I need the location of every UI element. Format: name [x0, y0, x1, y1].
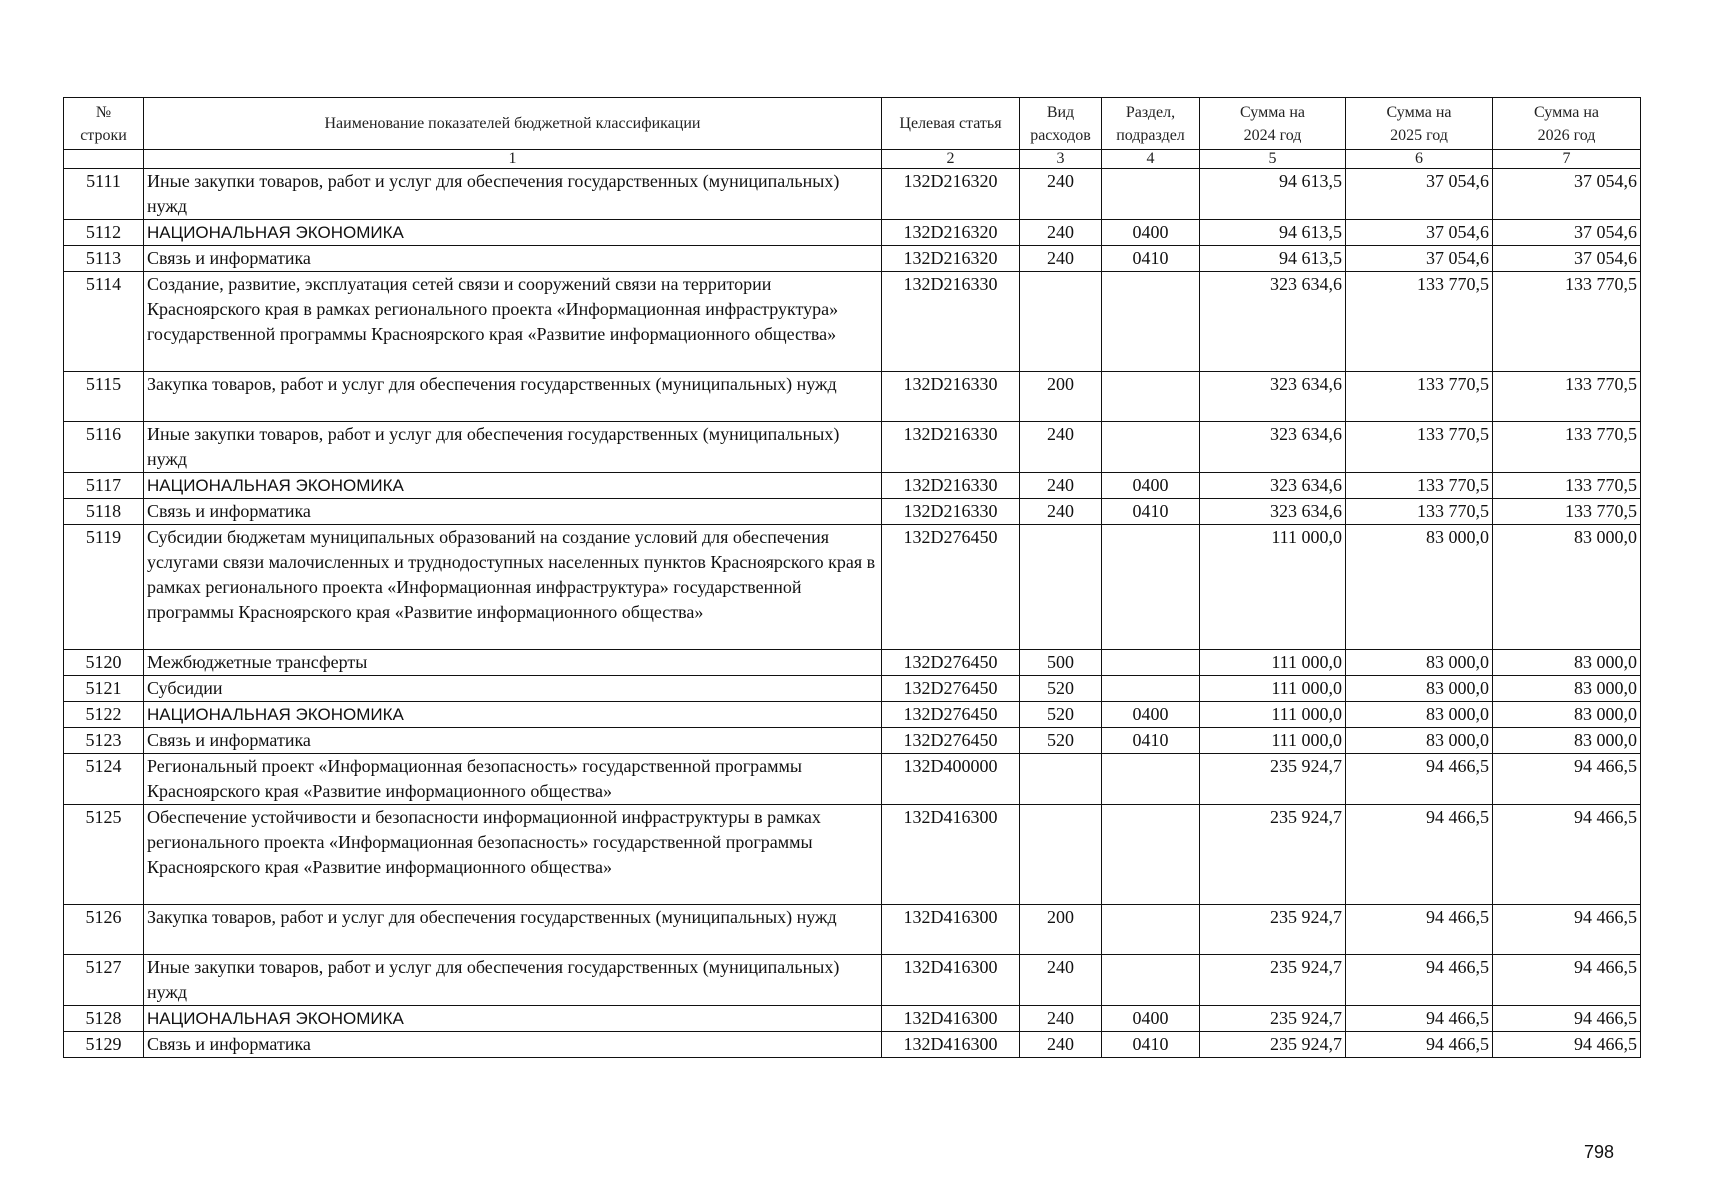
- table-row: [64, 499, 1641, 525]
- sum-2026-cell: 83 000,0: [1493, 702, 1641, 728]
- indicator-name-cell: Связь и информатика: [144, 246, 882, 272]
- sum-2024-cell: 235 924,7: [1200, 754, 1346, 805]
- row-number-cell: 5114: [64, 272, 144, 372]
- header-sum-2025: Сумма на 2025 год: [1346, 98, 1493, 150]
- sum-2026-cell: 83 000,0: [1493, 525, 1641, 650]
- section-cell: 0410: [1102, 499, 1200, 525]
- section-cell: 0410: [1102, 246, 1200, 272]
- indicator-name-cell: НАЦИОНАЛЬНАЯ ЭКОНОМИКА: [144, 473, 882, 499]
- expense-kind-cell: 520: [1020, 702, 1102, 728]
- sum-2025-cell: 133 770,5: [1346, 272, 1493, 372]
- expense-kind-cell: [1020, 805, 1102, 905]
- sum-2025-cell: 94 466,5: [1346, 1006, 1493, 1032]
- section-cell: 0410: [1102, 1032, 1200, 1058]
- expense-kind-cell: 240: [1020, 220, 1102, 246]
- row-number-cell: 5128: [64, 1006, 144, 1032]
- row-number-cell: 5124: [64, 754, 144, 805]
- table-row: [64, 754, 1641, 805]
- sum-2026-cell: 37 054,6: [1493, 220, 1641, 246]
- section-cell: [1102, 372, 1200, 422]
- header-section: Раздел, подраздел: [1102, 98, 1200, 150]
- sum-2024-cell: 323 634,6: [1200, 473, 1346, 499]
- target-article-cell: 132D216330: [882, 499, 1020, 525]
- expense-kind-cell: 240: [1020, 955, 1102, 1006]
- expense-kind-cell: [1020, 525, 1102, 650]
- sum-2026-cell: 94 466,5: [1493, 905, 1641, 955]
- section-cell: [1102, 754, 1200, 805]
- sum-2025-cell: 83 000,0: [1346, 650, 1493, 676]
- sum-2025-cell: 83 000,0: [1346, 676, 1493, 702]
- indicator-name-cell: Субсидии бюджетам муниципальных образований на создание условий для обеспечения услугами связи малочисленных и труднодоступных населенных пунктов Красноярского края в рамках регионального проекта «Информационная инфраструктура» государственной программы Красноярского края «Развитие информационного общества»: [144, 525, 882, 650]
- sum-2026-cell: 83 000,0: [1493, 676, 1641, 702]
- sum-2026-cell: 94 466,5: [1493, 1032, 1641, 1058]
- indicator-name-cell: Субсидии: [144, 676, 882, 702]
- row-number-cell: 5123: [64, 728, 144, 754]
- indicator-name-cell: Связь и информатика: [144, 499, 882, 525]
- indicator-name-cell: Иные закупки товаров, работ и услуг для обеспечения государственных (муниципальных) нужд: [144, 955, 882, 1006]
- row-number-cell: 5122: [64, 702, 144, 728]
- section-cell: 0400: [1102, 473, 1200, 499]
- target-article-cell: 132D416300: [882, 955, 1020, 1006]
- column-number: 4: [1102, 150, 1200, 169]
- target-article-cell: 132D216330: [882, 372, 1020, 422]
- sum-2024-cell: 235 924,7: [1200, 905, 1346, 955]
- sum-2024-cell: 111 000,0: [1200, 728, 1346, 754]
- section-cell: 0400: [1102, 220, 1200, 246]
- section-cell: [1102, 955, 1200, 1006]
- indicator-name-cell: Иные закупки товаров, работ и услуг для обеспечения государственных (муниципальных) нужд: [144, 422, 882, 473]
- header-sum-2024: Сумма на 2024 год: [1200, 98, 1346, 150]
- column-number: 2: [882, 150, 1020, 169]
- column-number: 3: [1020, 150, 1102, 169]
- sum-2025-cell: 37 054,6: [1346, 169, 1493, 220]
- sum-2025-cell: 37 054,6: [1346, 220, 1493, 246]
- expense-kind-cell: 200: [1020, 905, 1102, 955]
- expense-kind-cell: [1020, 272, 1102, 372]
- sum-2024-cell: 323 634,6: [1200, 499, 1346, 525]
- sum-2025-cell: 133 770,5: [1346, 473, 1493, 499]
- indicator-name-cell: НАЦИОНАЛЬНАЯ ЭКОНОМИКА: [144, 702, 882, 728]
- indicator-name-cell: НАЦИОНАЛЬНАЯ ЭКОНОМИКА: [144, 1006, 882, 1032]
- sum-2024-cell: 111 000,0: [1200, 676, 1346, 702]
- sum-2024-cell: 94 613,5: [1200, 169, 1346, 220]
- target-article-cell: 132D276450: [882, 676, 1020, 702]
- table-row: [64, 728, 1641, 754]
- table-row: [64, 955, 1641, 1006]
- header-expense-kind: Вид расходов: [1020, 98, 1102, 150]
- expense-kind-cell: 200: [1020, 372, 1102, 422]
- section-cell: [1102, 650, 1200, 676]
- target-article-cell: 132D400000: [882, 754, 1020, 805]
- target-article-cell: 132D416300: [882, 905, 1020, 955]
- row-number-cell: 5126: [64, 905, 144, 955]
- section-cell: [1102, 525, 1200, 650]
- sum-2024-cell: 323 634,6: [1200, 372, 1346, 422]
- sum-2026-cell: 133 770,5: [1493, 422, 1641, 473]
- table-row: [64, 473, 1641, 499]
- sum-2026-cell: 133 770,5: [1493, 272, 1641, 372]
- sum-2026-cell: 133 770,5: [1493, 499, 1641, 525]
- column-number-row: [64, 150, 1641, 169]
- section-cell: 0400: [1102, 1006, 1200, 1032]
- table-row: [64, 220, 1641, 246]
- table-row: [64, 169, 1641, 220]
- sum-2025-cell: 37 054,6: [1346, 246, 1493, 272]
- sum-2026-cell: 94 466,5: [1493, 955, 1641, 1006]
- row-number-cell: 5120: [64, 650, 144, 676]
- column-number: 7: [1493, 150, 1641, 169]
- target-article-cell: 132D216320: [882, 220, 1020, 246]
- target-article-cell: 132D416300: [882, 805, 1020, 905]
- sum-2025-cell: 94 466,5: [1346, 754, 1493, 805]
- expense-kind-cell: 500: [1020, 650, 1102, 676]
- target-article-cell: 132D216330: [882, 272, 1020, 372]
- sum-2025-cell: 83 000,0: [1346, 702, 1493, 728]
- sum-2025-cell: 94 466,5: [1346, 805, 1493, 905]
- sum-2025-cell: 83 000,0: [1346, 728, 1493, 754]
- sum-2026-cell: 37 054,6: [1493, 246, 1641, 272]
- row-number-cell: 5115: [64, 372, 144, 422]
- sum-2025-cell: 83 000,0: [1346, 525, 1493, 650]
- sum-2024-cell: 111 000,0: [1200, 525, 1346, 650]
- indicator-name-cell: НАЦИОНАЛЬНАЯ ЭКОНОМИКА: [144, 220, 882, 246]
- sum-2026-cell: 133 770,5: [1493, 473, 1641, 499]
- expense-kind-cell: 520: [1020, 728, 1102, 754]
- column-number: 6: [1346, 150, 1493, 169]
- row-number-cell: 5113: [64, 246, 144, 272]
- sum-2025-cell: 94 466,5: [1346, 955, 1493, 1006]
- sum-2026-cell: 94 466,5: [1493, 754, 1641, 805]
- header-sum-2026: Сумма на 2026 год: [1493, 98, 1641, 150]
- target-article-cell: 132D276450: [882, 728, 1020, 754]
- expense-kind-cell: 240: [1020, 473, 1102, 499]
- sum-2024-cell: 94 613,5: [1200, 246, 1346, 272]
- sum-2025-cell: 94 466,5: [1346, 905, 1493, 955]
- table-row: [64, 676, 1641, 702]
- table-row: [64, 702, 1641, 728]
- expense-kind-cell: 520: [1020, 676, 1102, 702]
- sum-2024-cell: 323 634,6: [1200, 272, 1346, 372]
- row-number-cell: 5116: [64, 422, 144, 473]
- section-cell: [1102, 422, 1200, 473]
- sum-2024-cell: 235 924,7: [1200, 955, 1346, 1006]
- column-number: 5: [1200, 150, 1346, 169]
- section-cell: [1102, 905, 1200, 955]
- indicator-name-cell: Связь и информатика: [144, 1032, 882, 1058]
- expense-kind-cell: 240: [1020, 422, 1102, 473]
- expense-kind-cell: 240: [1020, 1006, 1102, 1032]
- row-number-cell: 5117: [64, 473, 144, 499]
- target-article-cell: 132D276450: [882, 525, 1020, 650]
- indicator-name-cell: Обеспечение устойчивости и безопасности информационной инфраструктуры в рамках регионального проекта «Информационная безопасность» государственной программы Красноярского края «Развитие информационного общества»: [144, 805, 882, 905]
- table-row: [64, 650, 1641, 676]
- column-number: [64, 150, 144, 169]
- header-target-article: Целевая статья: [882, 98, 1020, 150]
- target-article-cell: 132D416300: [882, 1006, 1020, 1032]
- header-row: [64, 98, 1641, 150]
- sum-2025-cell: 133 770,5: [1346, 372, 1493, 422]
- table-row: [64, 525, 1641, 650]
- target-article-cell: 132D276450: [882, 702, 1020, 728]
- sum-2025-cell: 133 770,5: [1346, 499, 1493, 525]
- sum-2026-cell: 37 054,6: [1493, 169, 1641, 220]
- row-number-cell: 5125: [64, 805, 144, 905]
- expense-kind-cell: [1020, 754, 1102, 805]
- expense-kind-cell: 240: [1020, 499, 1102, 525]
- sum-2024-cell: 323 634,6: [1200, 422, 1346, 473]
- row-number-cell: 5118: [64, 499, 144, 525]
- sum-2024-cell: 235 924,7: [1200, 805, 1346, 905]
- table-row: [64, 272, 1641, 372]
- sum-2024-cell: 111 000,0: [1200, 650, 1346, 676]
- row-number-cell: 5121: [64, 676, 144, 702]
- section-cell: 0400: [1102, 702, 1200, 728]
- target-article-cell: 132D216330: [882, 422, 1020, 473]
- expense-kind-cell: 240: [1020, 246, 1102, 272]
- sum-2024-cell: 111 000,0: [1200, 702, 1346, 728]
- sum-2024-cell: 94 613,5: [1200, 220, 1346, 246]
- target-article-cell: 132D416300: [882, 1032, 1020, 1058]
- section-cell: [1102, 272, 1200, 372]
- table-row: [64, 422, 1641, 473]
- sum-2026-cell: 83 000,0: [1493, 728, 1641, 754]
- target-article-cell: 132D216330: [882, 473, 1020, 499]
- indicator-name-cell: Региональный проект «Информационная безопасность» государственной программы Красноярского края «Развитие информационного общества»: [144, 754, 882, 805]
- table-row: [64, 905, 1641, 955]
- sum-2025-cell: 94 466,5: [1346, 1032, 1493, 1058]
- indicator-name-cell: Закупка товаров, работ и услуг для обеспечения государственных (муниципальных) нужд: [144, 905, 882, 955]
- sum-2026-cell: 94 466,5: [1493, 1006, 1641, 1032]
- table-row: [64, 372, 1641, 422]
- target-article-cell: 132D276450: [882, 650, 1020, 676]
- table-row: [64, 246, 1641, 272]
- section-cell: [1102, 676, 1200, 702]
- table-row: [64, 1006, 1641, 1032]
- sum-2024-cell: 235 924,7: [1200, 1032, 1346, 1058]
- page-number: 798: [1584, 1142, 1615, 1162]
- expense-kind-cell: 240: [1020, 1032, 1102, 1058]
- row-number-cell: 5127: [64, 955, 144, 1006]
- row-number-cell: 5112: [64, 220, 144, 246]
- indicator-name-cell: Иные закупки товаров, работ и услуг для обеспечения государственных (муниципальных) нужд: [144, 169, 882, 220]
- budget-table: [63, 97, 1641, 1058]
- row-number-cell: 5111: [64, 169, 144, 220]
- section-cell: [1102, 805, 1200, 905]
- sum-2026-cell: 133 770,5: [1493, 372, 1641, 422]
- header-row-number: № строки: [64, 98, 144, 150]
- row-number-cell: 5119: [64, 525, 144, 650]
- indicator-name-cell: Межбюджетные трансферты: [144, 650, 882, 676]
- sum-2024-cell: 235 924,7: [1200, 1006, 1346, 1032]
- indicator-name-cell: Закупка товаров, работ и услуг для обеспечения государственных (муниципальных) нужд: [144, 372, 882, 422]
- column-number: 1: [144, 150, 882, 169]
- header-name: Наименование показателей бюджетной классификации: [144, 98, 882, 150]
- table-row: [64, 805, 1641, 905]
- sum-2026-cell: 83 000,0: [1493, 650, 1641, 676]
- row-number-cell: 5129: [64, 1032, 144, 1058]
- section-cell: 0410: [1102, 728, 1200, 754]
- sum-2026-cell: 94 466,5: [1493, 805, 1641, 905]
- indicator-name-cell: Создание, развитие, эксплуатация сетей связи и сооружений связи на территории Красноярского края в рамках регионального проекта «Информационная инфраструктура» государственной программы Красноярского края «Развитие информационного общества»: [144, 272, 882, 372]
- target-article-cell: 132D216320: [882, 169, 1020, 220]
- table-body: [64, 169, 1641, 1058]
- target-article-cell: 132D216320: [882, 246, 1020, 272]
- sum-2025-cell: 133 770,5: [1346, 422, 1493, 473]
- expense-kind-cell: 240: [1020, 169, 1102, 220]
- section-cell: [1102, 169, 1200, 220]
- table-row: [64, 1032, 1641, 1058]
- indicator-name-cell: Связь и информатика: [144, 728, 882, 754]
